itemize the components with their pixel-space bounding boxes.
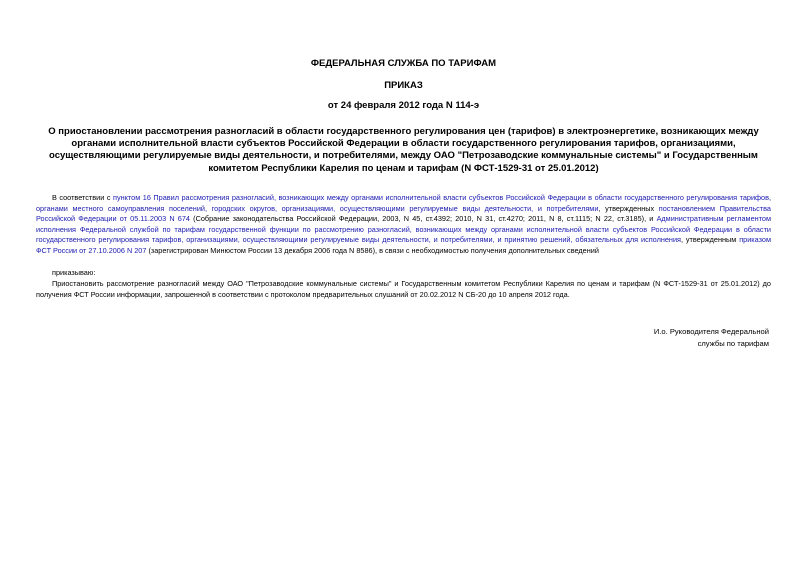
government-decree-674-link[interactable]: постановлением Правительства Российской Федерации от 05.11.2003 N 674 — [36, 203, 771, 224]
rules-paragraph-16-link[interactable]: пунктом 16 Правил рассмотрения разногласий, возникающих между органами исполнительной власти субъектов Российской Федерации в области государственного регулирования тарифов, органами местного самоуправления поселений, городских округов, организациями, осуществляющими регулируемые виды деятельности, и потребителями — [36, 193, 771, 213]
preamble-text-4: , утвержденным — [680, 235, 740, 245]
document-title: О приостановлении рассмотрения разногласий в области государственного регулирования цен (тарифов) в электроэнергетике, возникающих между органами исполнительной власти субъектов Российской Федерации в области государственного регулирования тарифов, организациями, осуществляющими регулируемые виды деятельности, и потребителями, между ОАО "Петрозаводские коммунальные системы" и Государственным комитетом Республики Карелия по ценам и тарифам (N ФСТ-1529-31 от 25.01.2012) — [48, 126, 759, 174]
signature-block — [654, 326, 769, 349]
fst-order-207-link[interactable]: приказом ФСТ России от 27.10.2006 N 207 — [36, 235, 771, 255]
document-type: ПРИКАЗ — [384, 80, 423, 91]
preamble-text-5: (зарегистрирован Минюстом России 13 декабря 2006 года N 8586), в связи с необходимостью получения дополнительных сведений — [146, 245, 599, 255]
document-date: от 24 февраля 2012 года N 114-э — [327, 100, 480, 111]
signature-title-line-2: службы по тарифам — [697, 338, 769, 348]
agency-name: ФЕДЕРАЛЬНАЯ СЛУЖБА ПО ТАРИФАМ — [310, 58, 497, 69]
order-paragraph: Приостановить рассмотрение разногласий между ОАО "Петрозаводские коммунальные системы" и Государственным комитетом Республики Карелия по ценам и тарифам (N ФСТ-1529-31 от 25.01.2012) до получения ФСТ России информации, запрошенной в соответствии с протоколом предварительных слушаний от 20.02.2012 N СБ-20 до 10 апреля 2012 года. — [36, 279, 771, 299]
preamble-text-3: (Собрание законодательства Российской Федерации, 2003, N 45, ст.4392; 2010, N 31, ст.4270; 2011, N 8, ст.1115; N 22, ст.3185), и — [189, 214, 657, 224]
preamble-text-1: В соответствии с — [52, 193, 113, 202]
signature-title-line-1: И.о. Руководителя Федеральной — [653, 327, 769, 336]
administrative-regulation-link[interactable]: Административным регламентом исполнения Федеральной службой по тарифам государственной функции по рассмотрению разногласий, возникающих между органами исполнительной власти субъектов Российской Федерации в области государственного регулирования тарифов, организациями, осуществляющими регулируемые виды деятельности, и потребителями, и принятию решений, обязательных для исполнения — [36, 214, 771, 245]
preamble-text-2: , утвержденных — [598, 203, 659, 213]
preamble-paragraph — [36, 193, 771, 257]
order-word: приказываю: — [52, 268, 96, 277]
